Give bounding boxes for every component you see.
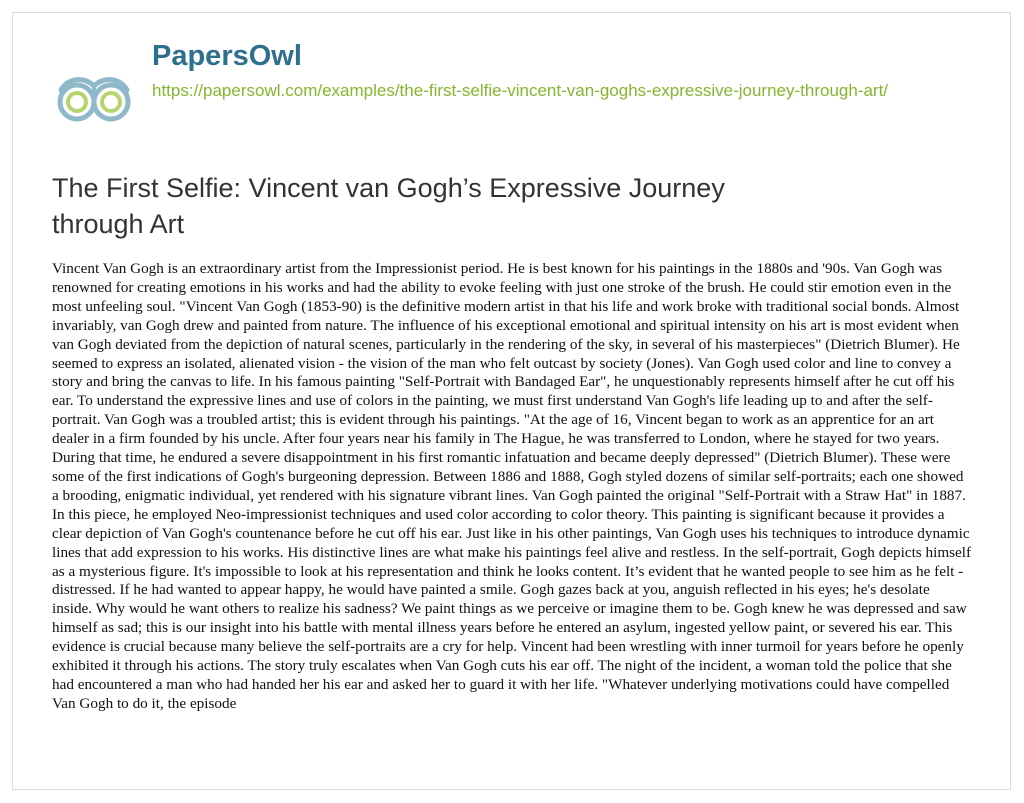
owl-eyes-icon[interactable]: [52, 54, 136, 138]
brand-block: [152, 34, 972, 102]
site-header: [52, 34, 972, 154]
brand-name[interactable]: PapersOwl: [152, 40, 302, 72]
source-url-link[interactable]: https://papersowl.com/examples/the-first-selfie-vincent-van-goghs-expressive-journey-through-art/: [152, 81, 889, 100]
article-title: The First Selfie: Vincent van Gogh’s Expressive Journey through Art: [52, 173, 725, 239]
article-body: Vincent Van Gogh is an extraordinary artist from the Impressionist period. He is best known for his paintings in the 1880s and '90s. Van Gogh was renowned for creating emotions in his works and had the ability to evoke feeling with just one stroke of the brush. He could stir emotion even in the most unfeeling soul. "Vincent Van Gogh (1853-90) is the definitive modern artist in that his life and work broke with traditional social bonds. Almost invariably, van Gogh drew and painted from nature. The influence of his exceptional emotional and spiritual intensity on his art is most evident when van Gogh deviated from the depiction of natural scenes, particularly in the rendering of the sky, in several of his masterpieces" (Dietrich Blumer). He seemed to express an isolated, alienated vision - the vision of the man who felt outcast by society (Jones). Van Gogh used color and line to convey a story and bring the canvas to life. In his famous painting "Self-Portrait with Bandaged Ear", he unquestionably represents himself after he cut off his ear. To understand the expressive lines and use of colors in the painting, we must first understand Van Gogh's life leading up to and after the self-portrait. Van Gogh was a troubled artist; this is evident through his paintings. "At the age of 16, Vincent began to work as an apprentice for an art dealer in a firm founded by his uncle. After four years near his family in The Hague, he was transferred to London, where he stayed for two years. During that time, he endured a severe disappointment in his first romantic infatuation and became deeply depressed" (Dietrich Blumer). These were some of the first indications of Gogh's burgeoning depression. Between 1886 and 1888, Gogh styled dozens of similar self-portraits; each one showed a brooding, enigmatic individual, yet rendered with his signature vibrant lines. Van Gogh painted the original "Self-Portrait with a Straw Hat" in 1887. In this piece, he employed Neo-impressionist techniques and used color according to color theory. This painting is significant because it provides a clear depiction of Van Gogh's countenance before he cut off his ear. Just like in his other paintings, Van Gogh uses his techniques to introduce dynamic lines that add expression to his works. His distinctive lines are what make his paintings feel alive and restless. In the self-portrait, Gogh depicts himself as a mysterious figure. It's impossible to look at his representation and think he looks content. It’s evident that he wanted people to see him as he felt - distressed. If he had wanted to appear happy, he would have painted a smile. Gogh gazes back at you, anguish reflected in his eyes; he's desolate inside. Why would he want others to realize his sadness? We paint things as we perceive or imagine them to be. Gogh knew he was depressed and saw himself as sad; this is our insight into his battle with mental illness years before he entered an asylum, ingested yellow paint, or severed his ear. This evidence is crucial because many believe the self-portraits are a cry for help. Vincent had been wrestling with inner turmoil for years before he openly exhibited it through his actions. The story truly escalates when Van Gogh cuts his ear off. The night of the incident, a woman told the police that she had encountered a man who had handed her his ear and asked her to guard it with her life. "Whatever underlying motivations could have compelled Van Gogh to do it, the episode: [52, 260, 972, 712]
